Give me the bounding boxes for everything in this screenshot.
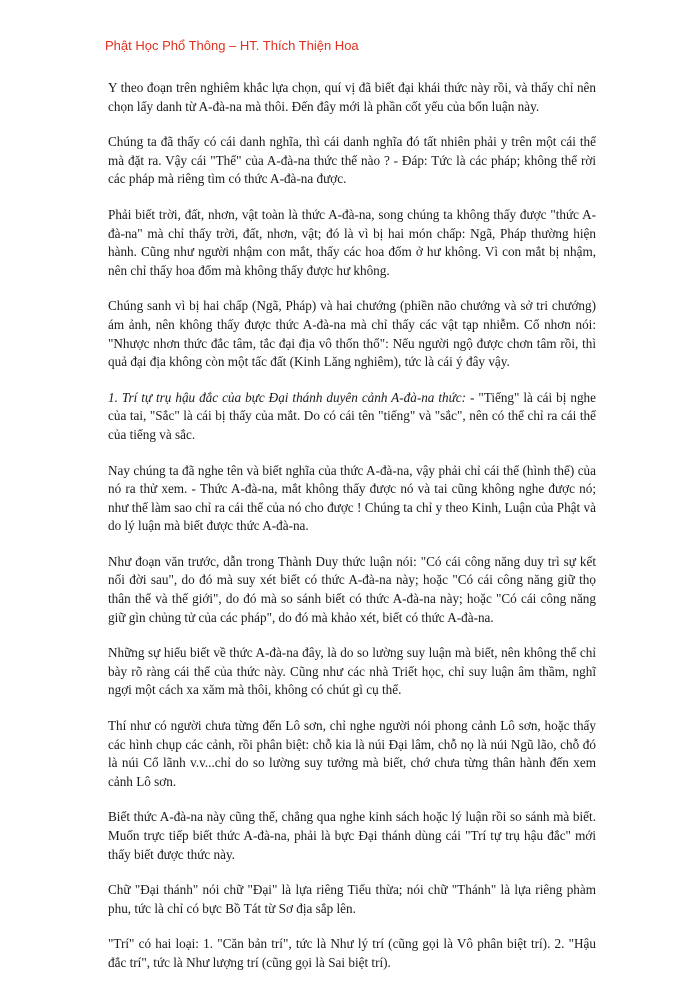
- paragraph: Phải biết trời, đất, nhơn, vật toàn là thức A-đà-na, song chúng ta không thấy được "thức A-đà-na" mà chỉ thấy trời, đất, nhơn, vật; đó là vì bị hai món chấp: Ngã, Pháp thường hiện hành. Cũng như người nhậm con mắt, thấy các hoa đốm ở hư không. Vì con mắt bị nhậm, nên chỉ thấy hoa đốm mà không thấy được hư không.: [108, 206, 596, 278]
- section-heading-italic: 1. Trí tự trụ hậu đắc của bực Đại thánh duyên cảnh A-đà-na thức:: [108, 389, 467, 405]
- paragraph: [108, 389, 596, 445]
- paragraph: Chữ "Đại thánh" nói chữ "Đại" là lựa riêng Tiểu thừa; nói chữ "Thánh" là lựa riêng phàm phu, tức là chỉ có bực Bồ Tát từ Sơ địa sắp lên.: [108, 882, 596, 916]
- document-body: [108, 79, 596, 990]
- paragraph: Chúng sanh vì bị hai chấp (Ngã, Pháp) và hai chướng (phiền não chướng và sở tri chướng) ám ảnh, nên không thấy được thức A-đà-na mà chỉ thấy các vật tạp nhiễm. Cổ nhơn nói: "Nhược nhơn thức đắc tâm, tắc đại địa vô thốn thổ": Nếu người ngộ được chơn tâm rồi, thì quả đại địa không còn một tấc đất (Kinh Lăng nghiêm), tức là cái ý đây vậy.: [108, 298, 596, 370]
- paragraph: "Trí" có hai loại: 1. "Căn bản trí", tức là Như lý trí (cũng gọi là Vô phân biệt trí). 2. "Hậu đắc trí", tức là Như lượng trí (cũng gọi là Sai biệt trí).: [108, 936, 596, 970]
- paragraph: Nay chúng ta đã nghe tên và biết nghĩa của thức A-đà-na, vậy phải chỉ cái thể (hình thể) của nó ra thử xem. - Thức A-đà-na, mắt không thấy được nó và tai cũng không nghe được nó; như thế làm sao chỉ ra cái thể của nó cho được ! Chúng ta chỉ y theo Kinh, Luận của Phật và do lý luận mà biết được thức A-đà-na.: [108, 462, 596, 534]
- paragraph: Thí như có người chưa từng đến Lô sơn, chỉ nghe người nói phong cảnh Lô sơn, hoặc thấy các hình chụp các cảnh, rồi phân biệt: chỗ kia là núi Đại lâm, chỗ nọ là núi Ngũ lão, chỗ đó là núi Cổ lãnh v.v...chỉ do so lường suy tưởng mà biết, chớ chưa từng thân hành đến xem cảnh Lô sơn.: [108, 718, 596, 789]
- paragraph-text: - "Tiếng" là cái bị nghe của tai, "Sắc" là cái bị thấy của mắt. Do có cái tên "tiếng" và "sắc", nên có thể chỉ ra cái thể của tiếng và sắc.: [108, 389, 596, 442]
- paragraph: Như đoạn văn trước, dẫn trong Thành Duy thức luận nói: "Có cái công năng duy trì sự kết nối đời sau", do đó mà suy xét biết có thức A-đà-na này; hoặc "Có cái công năng giữ thọ thân thể và thế giới", do đó mà so sánh biết có thức A-đà-na này; hoặc "Có cái công năng giữ gìn chủng tử của các pháp", do đó mà khảo xét, biết có thức A-đà-na.: [108, 553, 596, 625]
- paragraph: Chúng ta đã thấy có cái danh nghĩa, thì cái danh nghĩa đó tất nhiên phải y trên một cái thể mà đặt ra. Vậy cái "Thể" của A-đà-na thức thế nào ? - Đáp: Tức là các pháp; không thể rời các pháp mà riêng tìm có thức A-đà-na được.: [108, 134, 596, 187]
- paragraph: Y theo đoạn trên nghiêm khắc lựa chọn, quí vị đã biết đại khái thức này rồi, và thấy chỉ nên chọn lấy danh từ A-đà-na mà thôi. Đến đây mới là phần cốt yếu của bổn luận này.: [108, 80, 596, 114]
- paragraph: Những sự hiểu biết về thức A-đà-na đây, là do so lường suy luận mà biết, nên không thể chỉ bày rõ ràng cái thể của thức này. Cũng như các nhà Triết học, chỉ suy luận âm thầm, nghĩ ngợi một cách xa xăm mà thôi, không có chút gì cụ thể.: [108, 645, 596, 698]
- page-header: Phật Học Phổ Thông – HT. Thích Thiện Hoa: [105, 38, 359, 53]
- paragraph: Biết thức A-đà-na này cũng thế, chẳng qua nghe kinh sách hoặc lý luận rồi so sánh mà biết. Muốn trực tiếp biết thức A-đà-na, phải là bực Đại thánh dùng cái "Trí tự trụ hậu đắc" mới thấy biết được thức này.: [108, 809, 596, 862]
